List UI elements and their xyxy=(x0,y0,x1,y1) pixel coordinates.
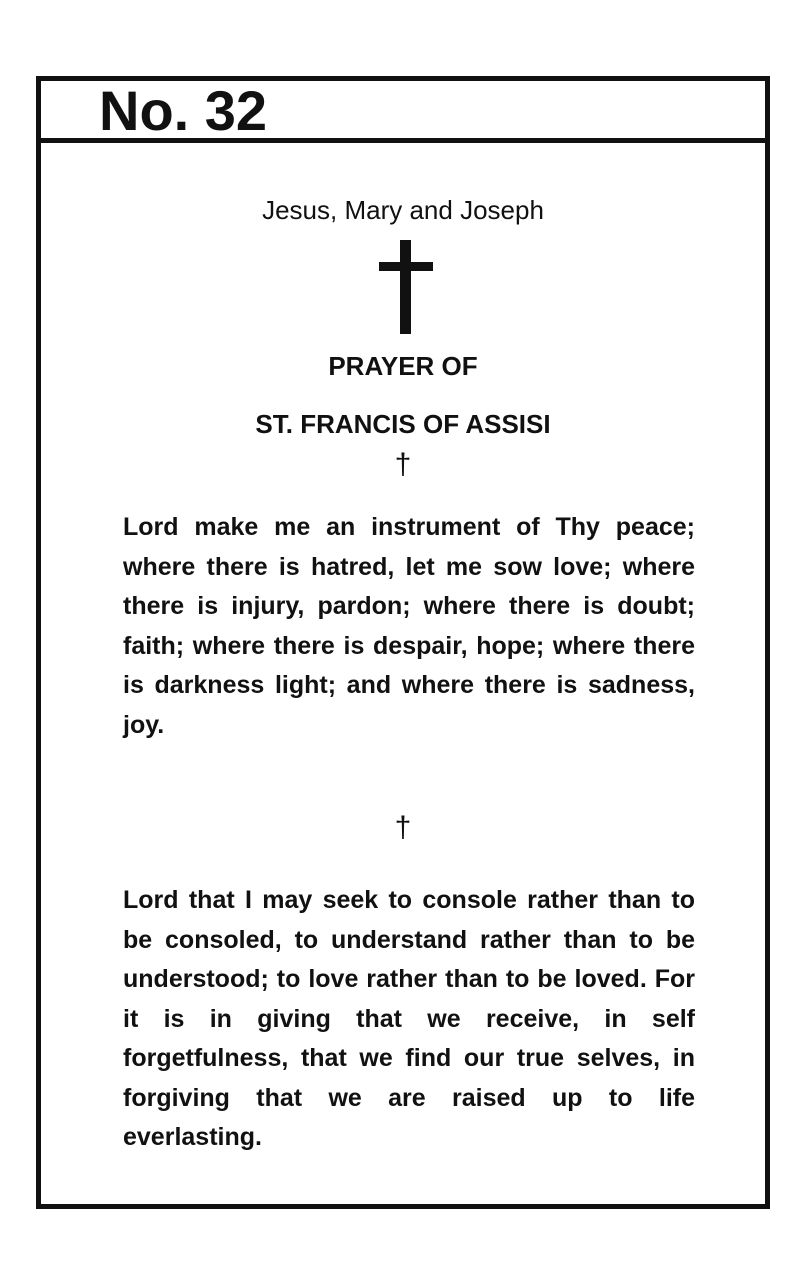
dagger-cross-icon: † xyxy=(394,811,412,844)
prayer-paragraph-2: Lord that I may seek to console rather than to be consoled, to understand rather than to be understood; to love rather than to be loved. For it is in giving that we receive, in self forgetfulness, that we find our true selves, in forgiving that we are raised up to life everlasting. xyxy=(123,886,695,1151)
prayer-card xyxy=(36,76,770,1209)
card-header xyxy=(41,81,765,143)
card-body xyxy=(41,143,765,1209)
prayer-paragraph-1: Lord make me an instrument of Thy peace; where there is hatred, let me sow love; where there is injury, pardon; where there is doubt; faith; where there is despair, hope; where there is darkness light; and where there is sadness, joy. xyxy=(123,513,695,739)
salutation: Jesus, Mary and Joseph xyxy=(262,195,544,225)
prayer-title-line-1: PRAYER OF xyxy=(328,351,478,381)
prayer-title-line-2: ST. FRANCIS OF ASSISI xyxy=(255,409,551,439)
card-number: No. 32 xyxy=(99,79,268,142)
dagger-cross-icon: † xyxy=(394,448,412,481)
latin-cross-icon xyxy=(379,240,433,334)
